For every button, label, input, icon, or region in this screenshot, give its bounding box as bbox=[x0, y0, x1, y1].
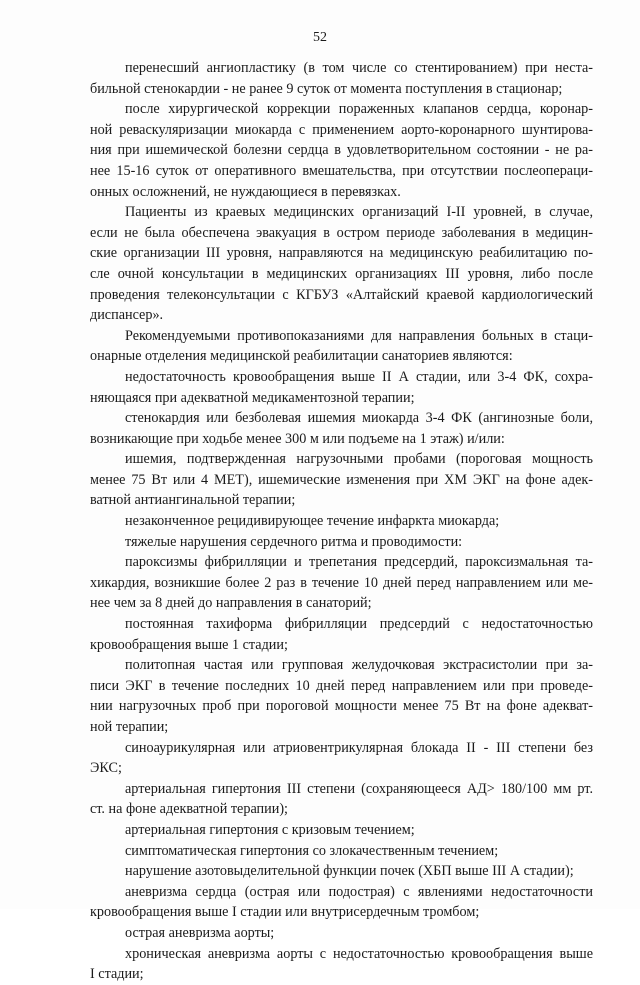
text-line: политопная частая или групповая желудочковая экстрасистолии при за- bbox=[125, 657, 593, 674]
text-line: сле очной консультации в медицинских организациях III уровня, либо после bbox=[90, 265, 593, 282]
text-line: ЭКС; bbox=[90, 760, 122, 777]
text-line: ной реваскуляризации миокарда с применением аорто-коронарного шунтирова- bbox=[90, 121, 593, 138]
text-line: ния при ишемической болезни сердца в удовлетворительном состоянии - не ра- bbox=[90, 142, 593, 159]
text-line: онарные отделения медицинской реабилитации санаториев являются: bbox=[90, 348, 513, 365]
document-body bbox=[90, 58, 593, 985]
text-line: после хирургической коррекции пораженных клапанов сердца, коронар- bbox=[125, 101, 593, 118]
text-line: онных осложнений, не нуждающиеся в перевязках. bbox=[90, 183, 401, 200]
text-line: артериальная гипертония с кризовым течением; bbox=[125, 821, 415, 838]
text-line: нее чем за 8 дней до направления в санаторий; bbox=[90, 595, 372, 612]
text-line: стенокардия или безболевая ишемия миокарда 3-4 ФК (ангинозные боли, bbox=[125, 410, 593, 427]
text-line: хикардия, возникшие более 2 раз в течение 10 дней перед направлением или ме- bbox=[90, 574, 593, 591]
text-line: если не была обеспечена эвакуация в остром периоде заболевания в медицин- bbox=[90, 224, 593, 241]
text-line: незаконченное рецидивирующее течение инфаркта миокарда; bbox=[125, 513, 500, 530]
text-line: симптоматическая гипертония со злокачественным течением; bbox=[125, 842, 499, 859]
text-line: писи ЭКГ в течение последних 10 дней перед направлением или при проведе- bbox=[90, 677, 593, 694]
text-line: бильной стенокардии - не ранее 9 суток от момента поступления в стационар; bbox=[90, 80, 563, 97]
text-line: возникающие при ходьбе менее 300 м или подъеме на 1 этаж) и/или: bbox=[90, 430, 505, 447]
page-number: 52 bbox=[313, 30, 327, 45]
text-line: няющаяся при адекватной медикаментозной терапии; bbox=[90, 389, 415, 406]
text-line: ной терапии; bbox=[90, 719, 169, 735]
text-line: Пациенты из краевых медицинских организаций I-II уровней, в случае, bbox=[125, 204, 593, 221]
text-line: кровообращения выше I стадии или внутрисердечным тромбом; bbox=[90, 904, 480, 921]
text-line: тяжелые нарушения сердечного ритма и проводимости: bbox=[125, 533, 463, 550]
text-line: артериальная гипертония III степени (сохраняющееся АД> 180/100 мм рт. bbox=[125, 780, 593, 797]
text-line: кровообращения выше 1 стадии; bbox=[90, 636, 288, 653]
text-line: хроническая аневризма аорты с недостаточностью кровообращения выше bbox=[125, 945, 593, 962]
text-line: ст. на фоне адекватной терапии); bbox=[90, 801, 288, 818]
text-line: аневризма сердца (острая или подострая) с явлениями недостаточности bbox=[125, 883, 593, 900]
text-line: нии нагрузочных проб при пороговой мощности менее 75 Вт на фоне адекват- bbox=[90, 698, 593, 715]
text-line: ватной антиангинальной терапии; bbox=[90, 492, 296, 509]
text-line: недостаточность кровообращения выше II А стадии, или 3-4 ФК, сохра- bbox=[125, 368, 593, 385]
text-line: нарушение азотовыделительной функции почек (ХБП выше III А стадии); bbox=[125, 863, 574, 880]
text-line: ишемия, подтвержденная нагрузочными пробами (пороговая мощность bbox=[125, 451, 593, 468]
text-line: Рекомендуемыми противопоказаниями для направления больных в стаци- bbox=[125, 327, 593, 344]
text-line: ские организации III уровня, направляются на медицинскую реабилитацию по- bbox=[90, 245, 593, 262]
text-line: синоаурикулярная или атриовентрикулярная блокада II - III степени без bbox=[125, 739, 593, 756]
text-line: острая аневризма аорты; bbox=[125, 924, 275, 941]
text-line: перенесший ангиопластику (в том числе со стентированием) при неста- bbox=[125, 60, 593, 76]
text-line: диспансер». bbox=[90, 307, 164, 324]
text-line: менее 75 Вт или 4 МЕТ), ишемические изменения при ХМ ЭКГ на фоне адек- bbox=[90, 471, 593, 488]
text-line: нее 15-16 суток от оперативного вмешательства, при отсутствии послеопераци- bbox=[90, 162, 593, 179]
text-line: постоянная тахиформа фибрилляции предсердий с недостаточностью bbox=[125, 616, 593, 633]
text-line: I стадии; bbox=[90, 966, 144, 983]
text-line: пароксизмы фибрилляции и трепетания предсердий, пароксизмальная та- bbox=[125, 554, 593, 571]
text-line: проведения телеконсультации с КГБУЗ «Алтайский краевой кардиологический bbox=[90, 286, 593, 303]
